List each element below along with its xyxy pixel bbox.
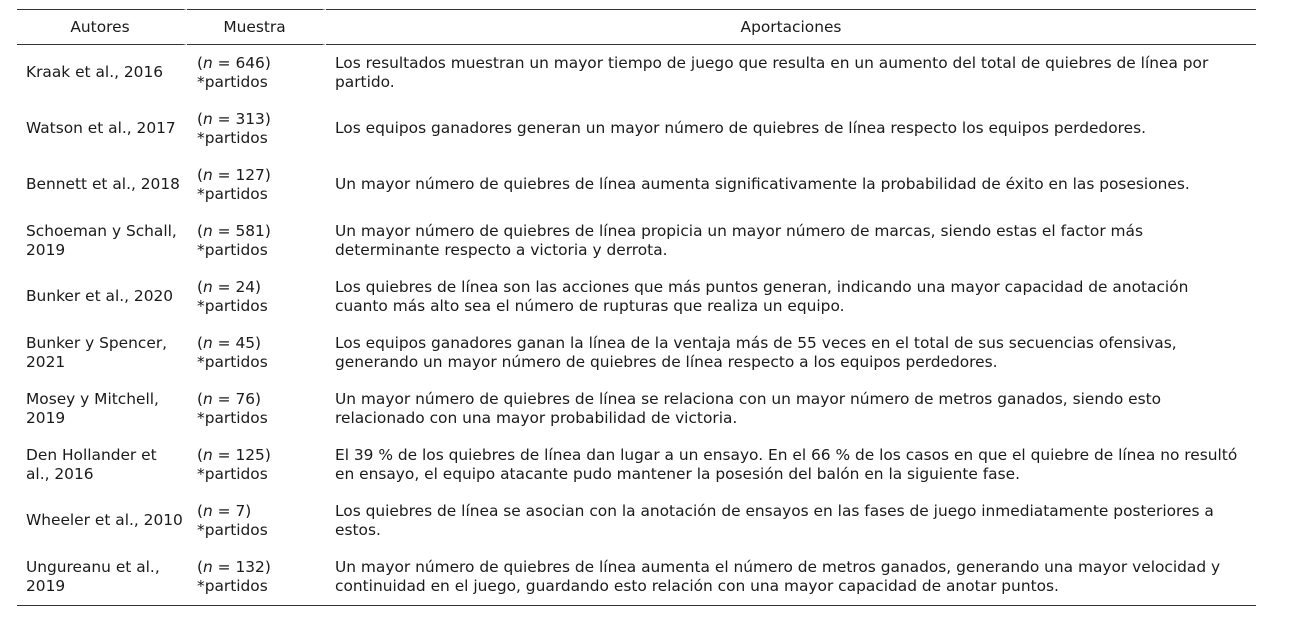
sample-size (197, 278, 326, 298)
sample-size (197, 558, 326, 578)
cell-muestra (187, 101, 326, 157)
sample-n-symbol: n (203, 109, 213, 128)
sample-size (197, 166, 326, 186)
sample-open-paren: ( (197, 501, 204, 520)
cell-aportacion: Los equipos ganadores ganan la línea de la ventaja más de 55 veces en el total de sus secuencias ofensivas, generando un mayor número de quiebres de línea respecto a los equipos perdedores. (335, 333, 1177, 371)
sample-unit: *partidos (197, 185, 268, 203)
cell-autor: Den Hollander et al., 2016 (26, 445, 157, 483)
table-row (17, 381, 1256, 437)
sample-open-paren: ( (197, 557, 204, 576)
sample-n-value: = 76) (212, 389, 262, 408)
table-row (17, 325, 1256, 381)
sample-unit: *partidos (197, 521, 268, 539)
table-row (17, 493, 1256, 549)
sample-n-value: = 127) (212, 165, 271, 184)
sample-n-value: = 45) (212, 333, 262, 352)
cell-autor: Bunker et al., 2020 (26, 287, 174, 306)
sample-open-paren: ( (197, 389, 204, 408)
sample-size (197, 110, 326, 130)
sample-size (197, 390, 326, 410)
sample-n-symbol: n (203, 501, 213, 520)
sample-n-symbol: n (203, 277, 213, 296)
table-row (17, 549, 1256, 606)
cell-muestra (187, 381, 326, 437)
cell-aportacion: Un mayor número de quiebres de línea aumenta el número de metros ganados, generando una mayor velocidad y continuidad en el juego, guardando esto relación con una mayor capacidad de anotar puntos. (326, 549, 1256, 606)
sample-unit: *partidos (197, 73, 268, 91)
cell-muestra (187, 45, 326, 101)
sample-unit: *partidos (197, 409, 268, 427)
sample-size (197, 502, 326, 522)
cell-aportacion: Los equipos ganadores generan un mayor número de quiebres de línea respecto los equipos perdedores. (335, 119, 1146, 138)
sample-n-symbol: n (203, 445, 213, 464)
header-autores: Autores (17, 9, 187, 45)
cell-muestra (187, 269, 326, 325)
sample-open-paren: ( (197, 109, 204, 128)
sample-open-paren: ( (197, 165, 204, 184)
sample-n-value: = 24) (212, 277, 262, 296)
cell-aportacion: Un mayor número de quiebres de línea aumenta significativamente la probabilidad de éxito en las posesiones. (335, 175, 1190, 194)
cell-autor: Schoeman y Schall, 2019 (26, 221, 177, 259)
cell-aportacion: Los quiebres de línea se asocian con la anotación de ensayos en las fases de juego inmediatamente posteriores a estos. (335, 501, 1214, 539)
studies-table (17, 9, 1256, 606)
cell-muestra (187, 213, 326, 269)
cell-aportacion: Un mayor número de quiebres de línea se relaciona con un mayor número de metros ganados, siendo esto relacionado con una mayor probabilidad de victoria. (335, 389, 1162, 427)
sample-open-paren: ( (197, 445, 204, 464)
cell-autor: Ungureanu et al., 2019 (17, 549, 187, 606)
sample-size (197, 54, 326, 74)
sample-n-symbol: n (203, 389, 213, 408)
sample-unit: *partidos (197, 353, 268, 371)
cell-muestra (187, 437, 326, 493)
sample-unit: *partidos (197, 465, 268, 483)
cell-muestra (187, 493, 326, 549)
sample-n-value: = 7) (212, 501, 252, 520)
cell-aportacion: El 39 % de los quiebres de línea dan lugar a un ensayo. En el 66 % de los casos en que el quiebre de línea no resultó en ensayo, el equipo atacante pudo mantener la posesión del balón en la siguiente fase. (335, 445, 1238, 483)
cell-aportacion: Los resultados muestran un mayor tiempo de juego que resulta en un aumento del total de quiebres de línea por partido. (335, 53, 1209, 91)
cell-autor: Bunker y Spencer, 2021 (26, 333, 168, 371)
sample-n-value: = 313) (212, 109, 271, 128)
header-aportaciones: Aportaciones (326, 9, 1256, 45)
cell-autor: Watson et al., 2017 (26, 119, 176, 138)
sample-unit: *partidos (197, 577, 268, 595)
studies-table-container (17, 9, 1256, 606)
sample-n-value: = 125) (212, 445, 271, 464)
sample-open-paren: ( (197, 53, 204, 72)
sample-unit: *partidos (197, 129, 268, 147)
sample-unit: *partidos (197, 241, 268, 259)
table-row (17, 437, 1256, 493)
sample-n-symbol: n (203, 333, 213, 352)
cell-autor: Bennett et al., 2018 (26, 175, 180, 194)
sample-n-value: = 646) (212, 53, 271, 72)
sample-open-paren: ( (197, 333, 204, 352)
cell-autor: Mosey y Mitchell, 2019 (26, 389, 159, 427)
cell-muestra (187, 157, 326, 213)
sample-n-value: = 132) (212, 557, 271, 576)
sample-open-paren: ( (197, 221, 204, 240)
table-row (17, 101, 1256, 157)
sample-n-symbol: n (203, 557, 213, 576)
sample-n-symbol: n (203, 53, 213, 72)
table-row (17, 269, 1256, 325)
cell-aportacion: Un mayor número de quiebres de línea propicia un mayor número de marcas, siendo estas el factor más determinante respecto a victoria y derrota. (335, 221, 1143, 259)
sample-n-value: = 581) (212, 221, 271, 240)
cell-muestra (187, 325, 326, 381)
sample-size (197, 222, 326, 242)
cell-muestra (187, 549, 326, 606)
header-muestra: Muestra (187, 9, 326, 45)
table-row (17, 157, 1256, 213)
header-row (17, 9, 1256, 45)
sample-n-symbol: n (203, 165, 213, 184)
sample-n-symbol: n (203, 221, 213, 240)
table-row (17, 45, 1256, 101)
table-header (17, 9, 1256, 45)
sample-size (197, 334, 326, 354)
table-row (17, 213, 1256, 269)
sample-open-paren: ( (197, 277, 204, 296)
sample-unit: *partidos (197, 297, 268, 315)
cell-autor: Wheeler et al., 2010 (26, 511, 183, 530)
cell-autor: Kraak et al., 2016 (26, 63, 164, 82)
sample-size (197, 446, 326, 466)
table-body (17, 45, 1256, 606)
cell-aportacion: Los quiebres de línea son las acciones que más puntos generan, indicando una mayor capacidad de anotación cuanto más alto sea el número de rupturas que realiza un equipo. (335, 277, 1189, 315)
